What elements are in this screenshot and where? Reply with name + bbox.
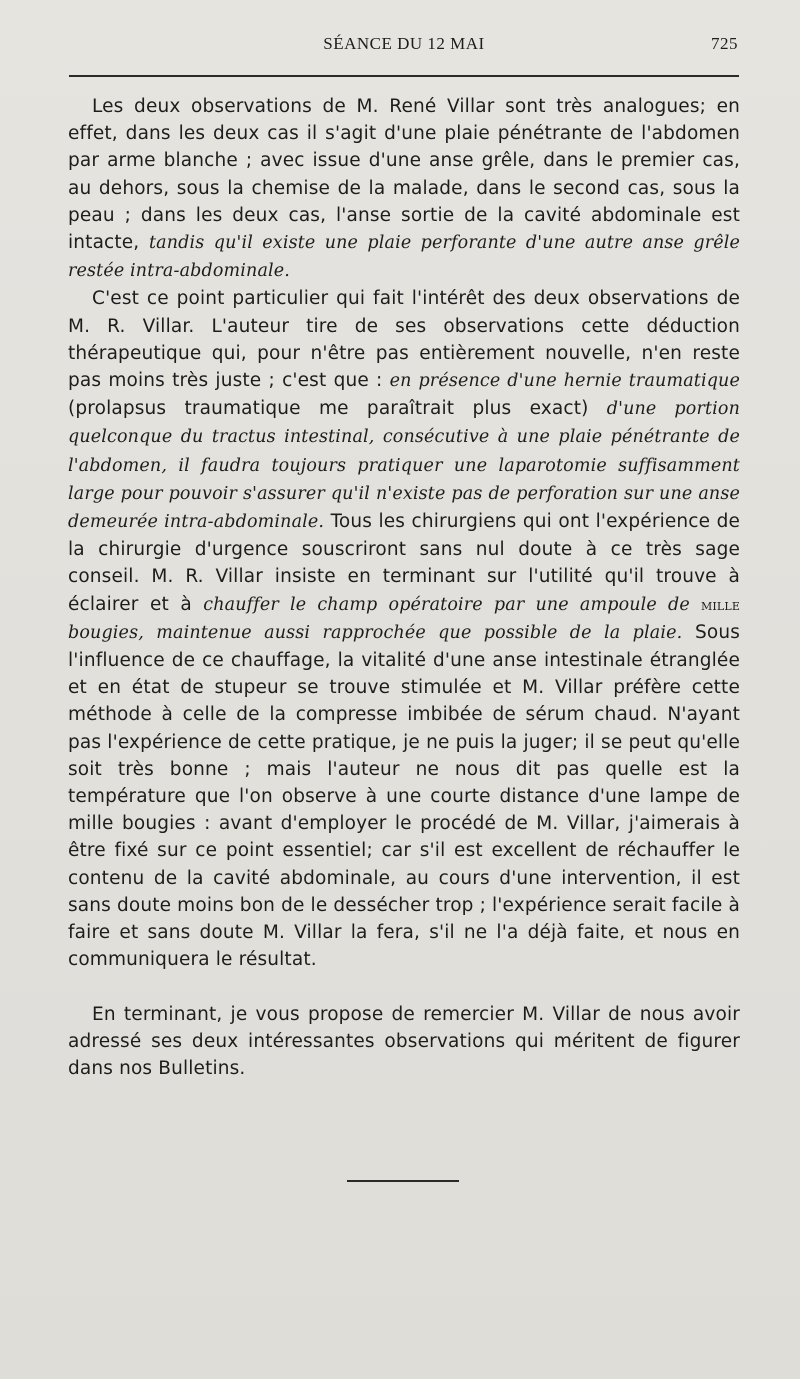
italic-run: d'une portion quelconque du tractus intestinal, consécutive à une plaie pénétrante de l'abdomen, il faudra toujours pratiquer une laparotomie suffisamment large pour pouvoir s'assurer qu'il n'existe pas de perforation sur une anse demeurée intra-abdominale.	[68, 399, 740, 533]
paragraph-3	[68, 1001, 740, 1083]
header-rule	[69, 75, 739, 77]
italic-run: bougies, maintenue aussi rapprochée que possible de la plaie.	[68, 622, 683, 643]
page-number: 725	[711, 34, 738, 53]
text-run: Sous l'influence de ce chauffage, la vitalité d'une anse intestinale étranglée et en état de stupeur se trouve stimulée et M. Villar préfère cette méthode à celle de la compresse imbibée de sérum chaud. N'ayant pas l'expérience de cette pratique, je ne puis la juger; il se peut qu'elle soit très bonne ; mais l'auteur ne nous dit pas quelle est la température que l'on observe à une courte distance d'une lampe de mille bougies : avant d'employer le procédé de M. Villar, j'aimerais à être fixé sur ce point essentiel; car s'il est excellent de réchauffer le contenu de la cavité abdominale, au cours d'une intervention, il est sans doute moins bon de le dessécher trop ; l'expérience serait facile à faire et sans doute M. Villar la fera, s'il ne l'a déjà faite, et nous en communiquera le résultat.	[68, 621, 740, 971]
paragraph-2	[68, 285, 740, 973]
text-run: En terminant, je vous propose de remercier M. Villar de nous avoir adressé ses deux intéressantes observations qui méritent de figurer dans nos Bulletins.	[68, 1003, 740, 1079]
italic-run: chauffer le champ opératoire par une ampoule de	[203, 594, 702, 615]
body-text	[68, 93, 740, 1082]
end-rule	[347, 1180, 459, 1182]
italic-run: tandis qu'il existe une plaie perforante d'une autre anse grêle restée intra-abdominale.	[68, 233, 740, 282]
text-run: C'est ce point particulier qui fait l'intérêt des deux observations de M. R. Villar. L'auteur tire de ses observations cette déduction thérapeutique qui, pour n'être pas entièrement nouvelle, n'en reste pas moins très juste ; c'est que :	[68, 288, 740, 392]
italic-run: en présence d'une hernie traumatique	[389, 371, 740, 392]
text-run: Les deux observations de M. René Villar sont très analogues; en effet, dans les deux cas il s'agit d'une plaie pénétrante de l'abdomen par arme blanche ; avec issue d'une anse grêle, dans le premier cas, au dehors, sous la chemise de la malade, dans le second cas, sous la peau ; dans les deux cas, l'anse sortie de la cavité abdominale est intacte,	[68, 96, 740, 254]
text-run: (prolapsus traumatique me paraîtrait plus exact)	[68, 398, 607, 420]
page-header	[70, 34, 738, 62]
text-run: Tous les chirurgiens qui ont l'expérience de la chirurgie d'urgence souscriront sans nul doute à ce très sage conseil. M. R. Villar insiste en terminant sur l'utilité qu'il trouve à éclairer et à	[68, 511, 741, 615]
paragraph-1	[68, 93, 740, 285]
running-title: SÉANCE DU 12 MAI	[323, 34, 485, 53]
small-caps-run: mille	[701, 594, 741, 614]
